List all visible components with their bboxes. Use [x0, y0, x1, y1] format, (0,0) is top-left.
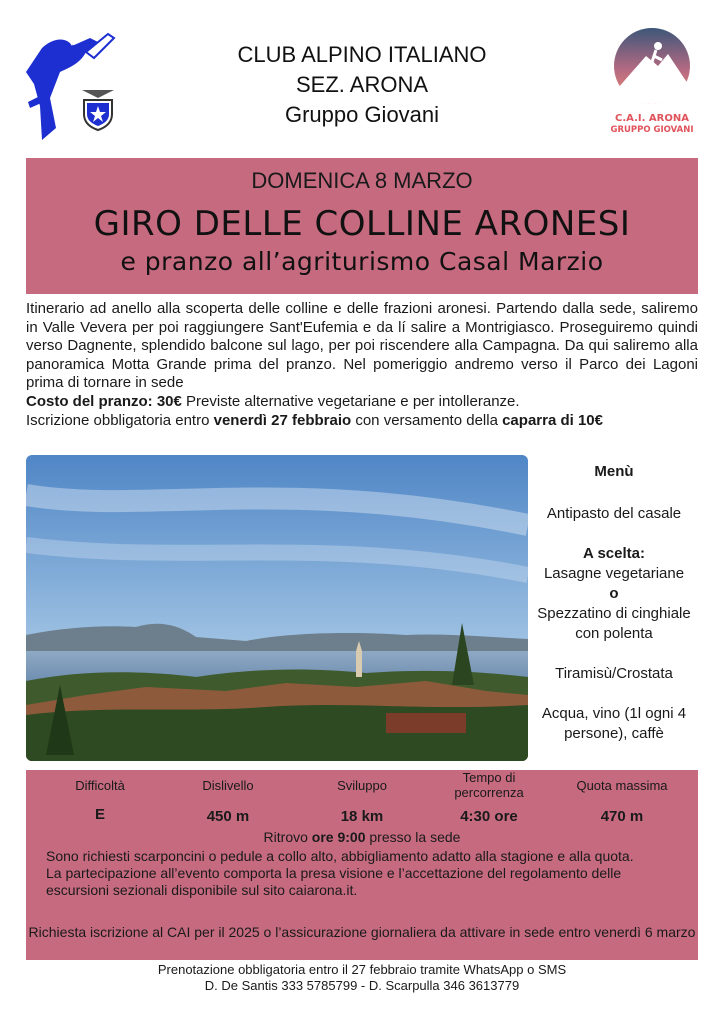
booking-note: Prenotazione obbligatoria entro il 27 febbraio tramite WhatsApp o SMS — [157, 962, 567, 977]
event-title: GIRO DELLE COLLINE ARONESI — [93, 204, 631, 244]
stat-difficulty — [40, 770, 160, 823]
menu-option-1: Lasagne vegetariane — [543, 565, 685, 582]
registration-line — [26, 412, 698, 431]
ritrovo-time: ore 9:00 — [311, 829, 366, 845]
reg-deposit: caparra di 10€ — [502, 411, 603, 429]
regulation-note: La partecipazione all’evento comporta la presa visione e l’accettazione del regolamento delle escursioni sezionali disponibile sul sito caiarona.it. — [46, 865, 622, 898]
reg-prefix: Iscrizione obbligatoria entro — [26, 411, 214, 429]
stat-label: Sviluppo — [337, 778, 387, 793]
cost-line — [26, 393, 698, 412]
stat-distance — [302, 770, 422, 825]
stat-value: E — [94, 806, 105, 823]
stat-value: 470 m — [600, 808, 644, 825]
stat-label: Tempo di percorrenza — [454, 770, 524, 800]
menu-or: o — [609, 585, 619, 602]
menu-option-2: Spezzatino di cinghiale con polenta — [537, 605, 691, 642]
menu-drinks: Acqua, vino (1l ogni 4 persone), caffè — [541, 705, 687, 742]
stats-row — [26, 770, 698, 830]
menu-title: Menù — [594, 463, 634, 480]
event-subtitle: e pranzo all’agriturismo Casal Marzio — [120, 247, 604, 276]
cai-arona-giovani-logo — [606, 26, 698, 146]
stat-label: Quota massima — [576, 778, 668, 793]
ritrovo-suffix: presso la sede — [365, 829, 461, 845]
menu-starter: Antipasto del casale — [546, 505, 682, 522]
stat-label: Difficoltà — [75, 778, 125, 793]
stat-elevation — [168, 770, 288, 825]
stat-value: 450 m — [206, 808, 250, 825]
contacts: D. De Santis 333 5785799 - D. Scarpulla 346 3613779 — [204, 978, 520, 993]
meeting-point — [26, 829, 698, 845]
logo-right-text2: GRUPPO GIOVANI — [610, 125, 694, 135]
membership-note: Richiesta iscrizione al CAI per il 2025 o l’assicurazione giornaliera da attivare in sede entro venerdì 6 marzo — [28, 924, 696, 940]
reg-date: venerdì 27 febbraio — [213, 411, 352, 429]
logo-right-text1: C.A.I. ARONA — [615, 113, 689, 124]
reg-mid: con versamento della — [351, 411, 503, 429]
stat-duration — [434, 770, 544, 825]
equipment-note: Sono richiesti scarponcini o pedule a collo alto, abbigliamento adatto alla stagione e alla quota. — [46, 848, 634, 864]
cost-text: Previste alternative vegetariane e per intolleranze. — [181, 392, 520, 410]
cost-label: Costo del pranzo: 30€ — [26, 392, 182, 410]
footer — [26, 962, 698, 994]
cai-climber-logo — [20, 28, 130, 148]
group-name: Gruppo Giovani — [284, 102, 440, 127]
lake-landscape-photo — [26, 455, 528, 761]
ritrovo-prefix: Ritrovo — [263, 829, 312, 845]
event-description — [26, 300, 698, 430]
itinerary-text: Itinerario ad anello alla scoperta delle colline e delle frazioni aronesi. Partendo dalla sede, saliremo in Valle Vevera per poi raggiungere Sant'Eufemia e da lí salire a Montrigiasco. Proseguiremo quindi verso Dagnente, splendido balcone sul lago, per poi riscendere alla Campagna. Da qui saliremo alla panoramica Motta Grande prima del pranzo. Nel pomeriggio andremo verso il Parco dei Lagoni prima di tornare in sede — [26, 300, 698, 392]
club-name: CLUB ALPINO ITALIANO — [237, 42, 487, 67]
header — [170, 40, 554, 130]
info-panel — [26, 770, 698, 960]
stat-value: 18 km — [340, 808, 384, 825]
event-date: DOMENICA 8 MARZO — [251, 168, 473, 193]
cai-emblem — [82, 90, 114, 130]
stat-max-altitude — [562, 770, 682, 825]
stat-label: Dislivello — [202, 778, 254, 793]
section-name: SEZ. ARONA — [295, 72, 429, 97]
menu-dessert: Tiramisù/Crostata — [555, 665, 673, 682]
stat-value: 4:30 ore — [460, 808, 518, 825]
event-banner — [26, 158, 698, 294]
menu-box — [530, 462, 698, 744]
notes — [46, 848, 686, 899]
menu-choice-label: A scelta: — [583, 545, 645, 562]
